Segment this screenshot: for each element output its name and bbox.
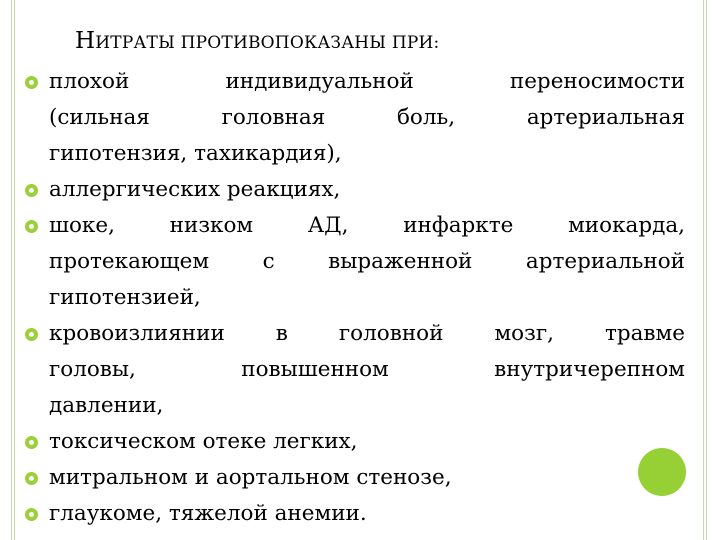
bullet-ring-icon	[25, 436, 38, 449]
list-item-line: токсическом отеке легких,	[49, 429, 358, 454]
list-item	[25, 172, 685, 208]
frame-line-left-inner	[14, 0, 15, 540]
bullet-ring-icon	[25, 184, 38, 197]
title-rest: ИТРАТЫ ПРОТИВОПОКАЗАНЫ ПРИ:	[95, 33, 440, 53]
list-item	[25, 460, 685, 496]
list-item-line: кровоизлиянии в головной мозг, травме	[49, 321, 685, 346]
list-item	[25, 64, 685, 172]
list-item-line: давлении,	[49, 393, 164, 418]
list-item-line: глаукоме, тяжелой анемии.	[49, 501, 367, 526]
list-item	[25, 208, 685, 316]
list-item-line: гипотензией,	[49, 285, 201, 310]
title-first-letter: Н	[75, 28, 96, 54]
contraindications-list	[25, 64, 685, 532]
list-item	[25, 316, 685, 424]
bullet-ring-icon	[25, 328, 38, 341]
list-item	[25, 424, 685, 460]
frame-line-right-inner	[703, 0, 704, 540]
list-item	[25, 496, 685, 532]
list-item-line: митральном и аортальном стенозе,	[49, 465, 452, 490]
list-item-line: головы, повышенном внутричерепном	[49, 357, 685, 382]
list-item-line: (сильная головная боль, артериальная	[49, 105, 685, 130]
list-item-line: шоке, низком АД, инфаркте миокарда,	[49, 213, 685, 238]
list-item-line: аллергических реакциях,	[49, 177, 341, 202]
frame-line-left-outer	[11, 0, 12, 540]
bullet-ring-icon	[25, 508, 38, 521]
list-item-line: протекающем с выраженной артериальной	[49, 249, 685, 274]
decorative-green-circle	[638, 448, 686, 496]
bullet-ring-icon	[25, 220, 38, 233]
list-item-line: гипотензия, тахикардия),	[49, 141, 342, 166]
frame-line-right-outer	[706, 0, 707, 540]
bullet-ring-icon	[25, 76, 38, 89]
list-item-line: плохой индивидуальной переносимости	[49, 69, 685, 94]
bullet-ring-icon	[25, 472, 38, 485]
slide-title	[75, 28, 439, 54]
